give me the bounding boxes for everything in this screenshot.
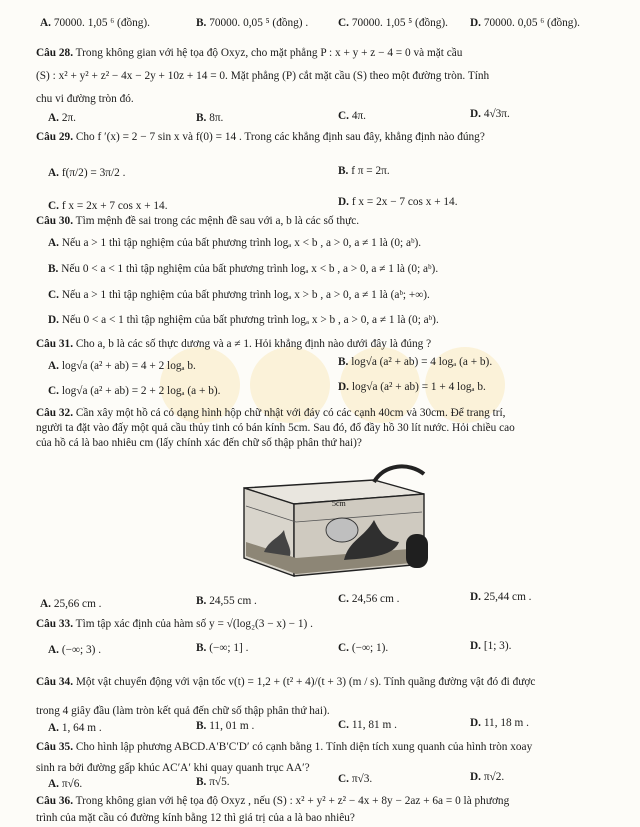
q28-option-d: D. 4√3π. (470, 108, 510, 120)
q36-stem-line1: Câu 36. Trong không gian với hệ tọa độ Oxyz , nếu (S) : x² + y² + z² − 4x + 8y − 2az + 6a = 0 là phương (36, 795, 510, 807)
q34-option-b: B. 11, 01 m . (196, 720, 255, 732)
q33-stem: Câu 33. Tìm tập xác định của hàm số y = √(log₂(3 − x) − 1) . (36, 618, 313, 630)
q30-option-a: A. Nếu a > 1 thì tập nghiệm của bất phương trình logₐ x < b , a > 0, a ≠ 1 là (0; aᵇ). (48, 237, 422, 249)
q27-option-b: B. 70000. 0,05 ⁵ (đồng) . (196, 17, 309, 29)
q29-stem: Câu 29. Cho f ′(x) = 2 − 7 sin x và f(0) = 14 . Trong các khẳng định sau đây, khẳng định nào đúng? (36, 131, 485, 143)
q34-option-a: A. 1, 64 m . (48, 722, 102, 734)
q31-option-b: B. log√a (a² + ab) = 4 logₐ (a + b). (338, 356, 493, 368)
q29-option-d: D. f x = 2x − 7 cos x + 14. (338, 196, 458, 208)
q29-option-c: C. f x = 2x + 7 cos x + 14. (48, 200, 168, 212)
q33-option-b: B. (−∞; 1] . (196, 642, 249, 654)
q28-stem-line1: Câu 28. Trong không gian với hệ tọa độ Oxyz, cho mặt phẳng P : x + y + z − 4 = 0 và mặt cầu (36, 47, 463, 59)
q30-option-b: B. Nếu 0 < a < 1 thì tập nghiệm của bất phương trình logₐ x < b , a > 0, a ≠ 1 là (0; aᵇ). (48, 263, 439, 275)
q32-option-c: C. 24,56 cm . (338, 593, 400, 605)
q27-option-a: A. 70000. 1,05 ⁶ (đồng). (40, 17, 151, 29)
q30-option-d: D. Nếu 0 < a < 1 thì tập nghiệm của bất phương trình logₐ x > b , a > 0, a ≠ 1 là (0; aᵇ). (48, 314, 439, 326)
q31-option-d: D. log√a (a² + ab) = 1 + 4 logₐ b. (338, 381, 486, 393)
q35-option-a: A. π√6. (48, 778, 83, 790)
q30-stem: Câu 30. Tìm mệnh đề sai trong các mệnh đề sau với a, b là các số thực. (36, 215, 360, 227)
q33-option-c: C. (−∞; 1). (338, 642, 389, 654)
q32-option-d: D. 25,44 cm . (470, 591, 532, 603)
q29-option-b: B. f π = 2π. (338, 165, 390, 177)
q34-option-c: C. 11, 81 m . (338, 719, 397, 731)
q35-option-d: D. π√2. (470, 771, 505, 783)
q35-option-c: C. π√3. (338, 773, 373, 785)
q34-stem-line1: Câu 34. Một vật chuyển động với vận tốc v(t) = 1,2 + (t² + 4)/(t + 3) (m / s). Tính quãng đường vật đó đi được (36, 676, 536, 688)
q31-option-a: A. log√a (a² + ab) = 4 + 2 logₐ b. (48, 360, 196, 372)
q27-option-c: C. 70000. 1,05 ⁵ (đồng). (338, 17, 449, 29)
q28-option-c: C. 4π. (338, 110, 366, 122)
q30-option-c: C. Nếu a > 1 thì tập nghiệm của bất phương trình logₐ x > b , a > 0, a ≠ 1 là (aᵇ; +∞). (48, 289, 430, 301)
q31-option-c: C. log√a (a² + ab) = 2 + 2 logₐ (a + b). (48, 385, 221, 397)
q28-stem-line2: (S) : x² + y² + z² − 4x − 2y + 10z + 14 = 0. Mặt phẳng (P) cắt mặt cầu (S) theo một đường tròn. Tính (36, 70, 490, 82)
sphere-radius-label: 5cm (332, 499, 346, 508)
q33-option-d: D. [1; 3). (470, 640, 512, 652)
q34-stem-line2: trong 4 giây đầu (làm tròn kết quả đến chữ số thập phân thứ hai). (36, 705, 330, 717)
q32-option-a: A. 25,66 cm . (40, 598, 102, 610)
q32-stem-line1: Câu 32. Cần xây một hồ cá có dạng hình hộp chữ nhật với đáy có các cạnh 40cm và 30cm. Để trang trí, (36, 407, 506, 419)
q28-option-a: A. 2π. (48, 112, 76, 124)
aquarium-figure (224, 460, 434, 584)
q28-option-b: B. 8π. (196, 112, 224, 124)
q35-option-b: B. π√5. (196, 776, 230, 788)
q32-stem-line2: người ta đặt vào đấy một quả cầu thủy tinh có bán kính 5cm. Sau đó, đổ đầy hồ 30 lít nước. Hỏi chiều cao (36, 422, 515, 434)
q27-option-d: D. 70000. 0,05 ⁶ (đồng). (470, 17, 581, 29)
q35-stem-line2: sinh ra bởi đường gấp khúc AC′A′ khi quay quanh trục AA′? (36, 762, 310, 774)
q32-stem-line3: của hồ cá là bao nhiêu cm (lấy chính xác đến chữ số thập phân thứ hai)? (36, 437, 362, 449)
q33-option-a: A. (−∞; 3) . (48, 644, 102, 656)
q36-stem-line2: trình của mặt cầu có đường kính bằng 12 thì giá trị của a là bao nhiêu? (36, 812, 355, 824)
q34-option-d: D. 11, 18 m . (470, 717, 529, 729)
q31-stem: Câu 31. Cho a, b là các số thực dương và a ≠ 1. Hỏi khẳng định nào dưới đây là đúng ? (36, 338, 432, 350)
q28-stem-line3: chu vi đường tròn đó. (36, 93, 134, 105)
q29-option-a: A. f(π/2) = 3π/2 . (48, 167, 126, 179)
q32-option-b: B. 24,55 cm . (196, 595, 257, 607)
q35-stem-line1: Câu 35. Cho hình lập phương ABCD.A′B′C′D′ có cạnh bằng 1. Tính diện tích xung quanh của hình tròn xoay (36, 741, 533, 753)
